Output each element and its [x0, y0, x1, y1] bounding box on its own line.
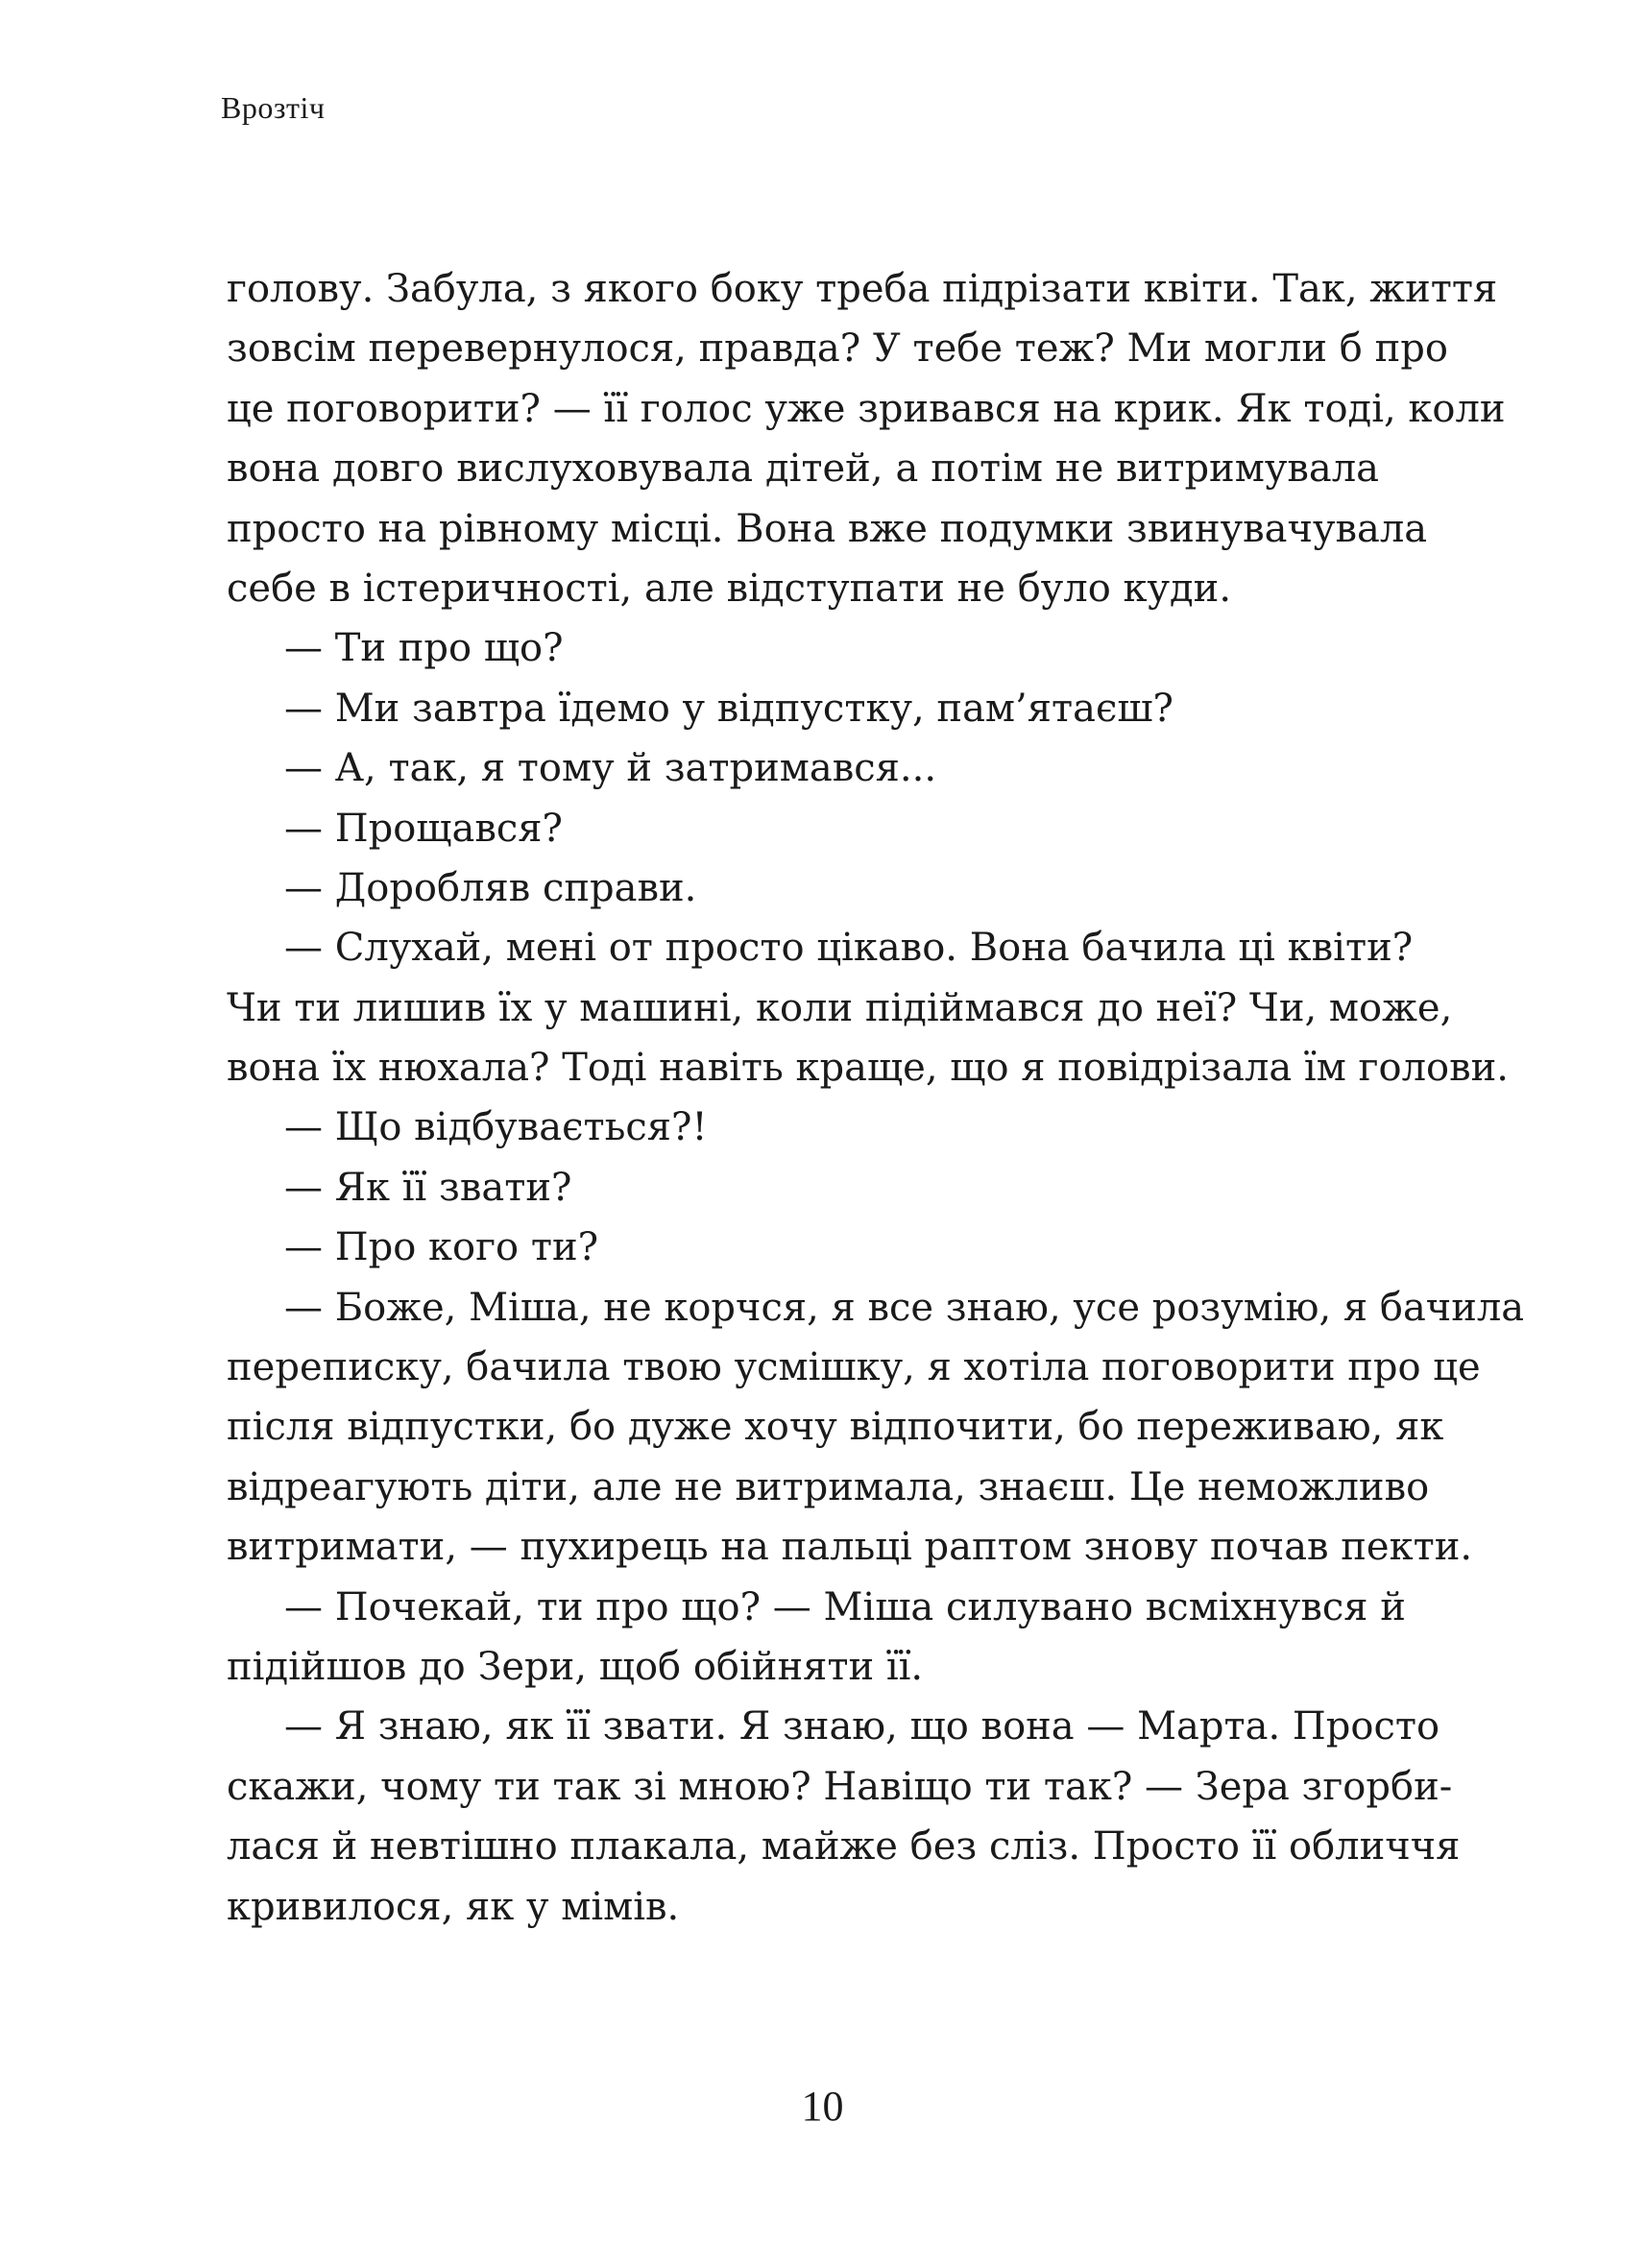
text-line: просто на рівному місці. Вона вже подумки звинувачувала	[227, 506, 1428, 551]
running-head-title: Врозтіч	[221, 90, 326, 125]
text-line: — А, так, я тому й затримався...	[284, 746, 937, 791]
text-line: — Ти про що?	[284, 626, 564, 671]
text-line: лася й невтішно плакала, майже без сліз. Просто її обличчя	[227, 1824, 1461, 1870]
text-line: кривилося, як у мімів.	[227, 1884, 680, 1929]
text-line: — Доробляв справи.	[284, 865, 697, 910]
text-line: — Прощався?	[284, 806, 563, 851]
text-line: скажи, чому ти так зі мною? Навіщо ти так? — Зера згорби-	[227, 1764, 1453, 1809]
text-line: — Як її звати?	[284, 1165, 572, 1210]
text-line: переписку, бачила твою усмішку, я хотіла поговорити про це	[227, 1345, 1481, 1390]
text-line: вона довго вислуховувала дітей, а потім не витримувала	[227, 446, 1379, 492]
text-line: — Я знаю, як її звати. Я знаю, що вона — Марта. Просто	[284, 1704, 1440, 1749]
text-line: зовсім перевернулося, правда? У тебе теж? Ми могли б про	[227, 326, 1448, 372]
text-line: після відпустки, бо дуже хочу відпочити, бо переживаю, як	[227, 1405, 1444, 1450]
text-line: — Що відбувається?!	[284, 1105, 708, 1150]
page-number: 10	[801, 2083, 844, 2130]
text-line: відреагують діти, але не витримала, знаєш. Це неможливо	[227, 1464, 1430, 1509]
text-line: себе в істеричності, але відступати не було куди.	[227, 566, 1232, 611]
body-text	[227, 259, 1525, 1937]
text-line: голову. Забула, з якого боку треба підрізати квіти. Так, життя	[227, 267, 1498, 311]
text-line: — Ми завтра їдемо у відпустку, пам’ятаєш?	[284, 686, 1173, 731]
text-line: вона їх нюхала? Тоді навіть краще, що я повідрізала їм голови.	[227, 1046, 1509, 1091]
text-line: — Боже, Міша, не корчся, я все знаю, усе розумію, я бачила	[284, 1285, 1525, 1330]
text-line: це поговорити? — її голос уже зривався на крик. Як тоді, коли	[227, 386, 1506, 431]
text-line: підійшов до Зери, щоб обійняти її.	[227, 1644, 924, 1689]
text-line: витримати, — пухирець на пальці раптом знову почав пекти.	[227, 1525, 1473, 1570]
text-line: — Почекай, ти про що? — Міша силувано всміхнувся й	[284, 1584, 1406, 1629]
text-line: Чи ти лишив їх у машині, коли підіймався до неї? Чи, може,	[227, 985, 1453, 1030]
text-line: — Про кого ти?	[284, 1225, 599, 1270]
text-line: — Слухай, мені от просто цікаво. Вона бачила ці квіти?	[284, 926, 1414, 971]
